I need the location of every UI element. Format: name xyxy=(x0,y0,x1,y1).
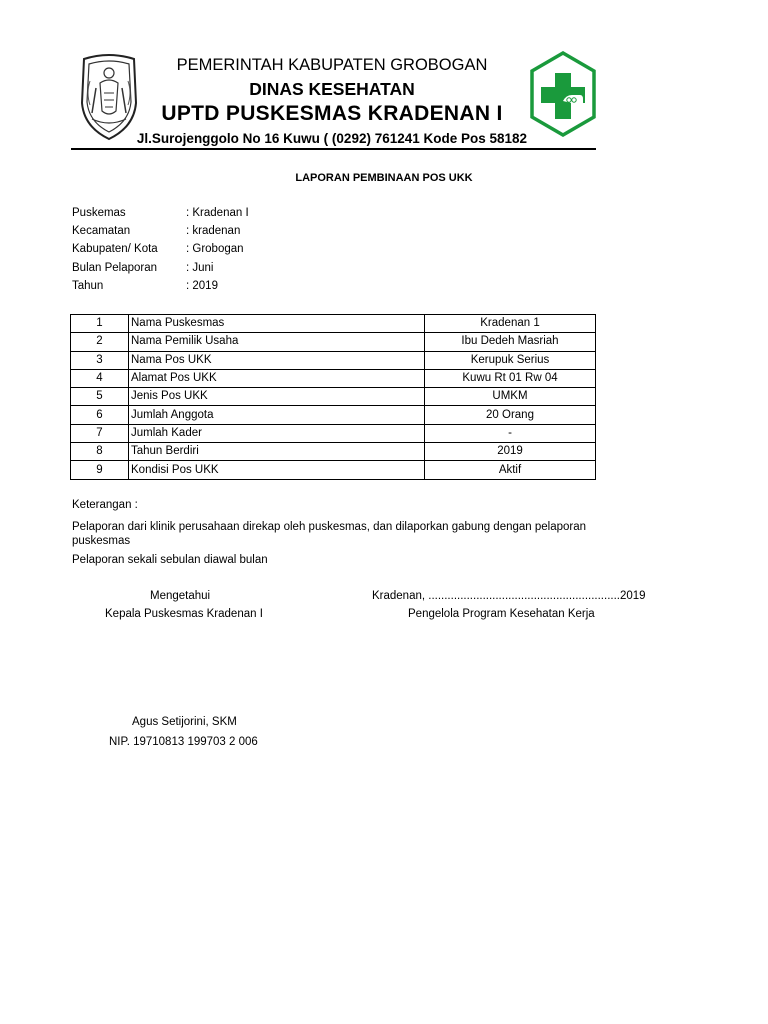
letterhead-address: Jl.Surojenggolo No 16 Kuwu ( (0292) 761241 Kode Pos 58182 xyxy=(136,131,528,146)
letterhead-divider xyxy=(71,148,596,150)
row-item: Jenis Pos UKK xyxy=(129,388,425,406)
row-value: Aktif xyxy=(425,461,596,479)
signature-left-role: Kepala Puskesmas Kradenan I xyxy=(105,608,263,620)
row-number: 4 xyxy=(71,369,129,387)
row-value: - xyxy=(425,424,596,442)
info-label-puskesmas: Puskemas xyxy=(72,207,126,219)
row-number: 7 xyxy=(71,424,129,442)
row-number: 9 xyxy=(71,461,129,479)
row-item: Tahun Berdiri xyxy=(129,443,425,461)
letterhead-agency: DINAS KESEHATAN xyxy=(249,79,415,99)
row-item: Nama Puskesmas xyxy=(129,315,425,333)
notes-line-1: Pelaporan dari klinik perusahaan direkap oleh puskesmas, dan dilaporkan gabung dengan pelaporan xyxy=(72,521,587,533)
row-value: Ibu Dedeh Masriah xyxy=(425,333,596,351)
table-row xyxy=(71,424,596,442)
info-label-tahun: Tahun xyxy=(72,280,104,292)
row-value: Kerupuk Serius xyxy=(425,351,596,369)
row-value: 20 Orang xyxy=(425,406,596,424)
row-number: 1 xyxy=(71,315,129,333)
table-row xyxy=(71,461,596,479)
table-row xyxy=(71,406,596,424)
info-value-bulan: : Juni xyxy=(186,262,214,274)
row-item: Nama Pemilik Usaha xyxy=(129,333,425,351)
info-value-kecamatan: : kradenan xyxy=(186,225,241,237)
notes-heading: Keterangan : xyxy=(72,499,138,511)
table-row xyxy=(71,333,596,351)
info-label-bulan: Bulan Pelaporan xyxy=(72,262,158,274)
letterhead-government: PEMERINTAH KABUPATEN GROBOGAN xyxy=(176,56,488,74)
row-item: Alamat Pos UKK xyxy=(129,369,425,387)
row-number: 8 xyxy=(71,443,129,461)
signatory-name: Agus Setijorini, SKM xyxy=(132,716,237,728)
row-value: Kuwu Rt 01 Rw 04 xyxy=(425,369,596,387)
notes-line-2: Pelaporan sekali sebulan diawal bulan xyxy=(72,554,268,566)
table-row xyxy=(71,315,596,333)
row-value: Kradenan 1 xyxy=(425,315,596,333)
letterhead-unit: UPTD PUSKESMAS KRADENAN I xyxy=(161,102,503,125)
row-item: Nama Pos UKK xyxy=(129,351,425,369)
row-item: Jumlah Kader xyxy=(129,424,425,442)
row-number: 3 xyxy=(71,351,129,369)
table-row xyxy=(71,443,596,461)
report-title: LAPORAN PEMBINAAN POS UKK xyxy=(295,172,473,184)
row-number: 5 xyxy=(71,388,129,406)
row-number: 2 xyxy=(71,333,129,351)
info-value-puskesmas: : Kradenan I xyxy=(186,207,249,219)
row-number: 6 xyxy=(71,406,129,424)
row-value: UMKM xyxy=(425,388,596,406)
signatory-nip: NIP. 19710813 199703 2 006 xyxy=(109,736,258,748)
info-value-kabupaten: : Grobogan xyxy=(186,243,244,255)
signature-place-date: Kradenan, ............................................................2019 xyxy=(372,590,646,602)
table-row xyxy=(71,369,596,387)
info-label-kecamatan: Kecamatan xyxy=(72,225,131,237)
info-label-kabupaten: Kabupaten/ Kota xyxy=(72,243,158,255)
notes-line-1-cont: puskesmas xyxy=(72,535,131,547)
table-row xyxy=(71,388,596,406)
row-item: Kondisi Pos UKK xyxy=(129,461,425,479)
pos-ukk-table xyxy=(70,314,596,480)
row-value: 2019 xyxy=(425,443,596,461)
table-row xyxy=(71,351,596,369)
signature-right-role: Pengelola Program Kesehatan Kerja xyxy=(408,608,595,620)
row-item: Jumlah Anggota xyxy=(129,406,425,424)
signature-known-label: Mengetahui xyxy=(150,590,211,602)
info-value-tahun: : 2019 xyxy=(186,280,218,292)
